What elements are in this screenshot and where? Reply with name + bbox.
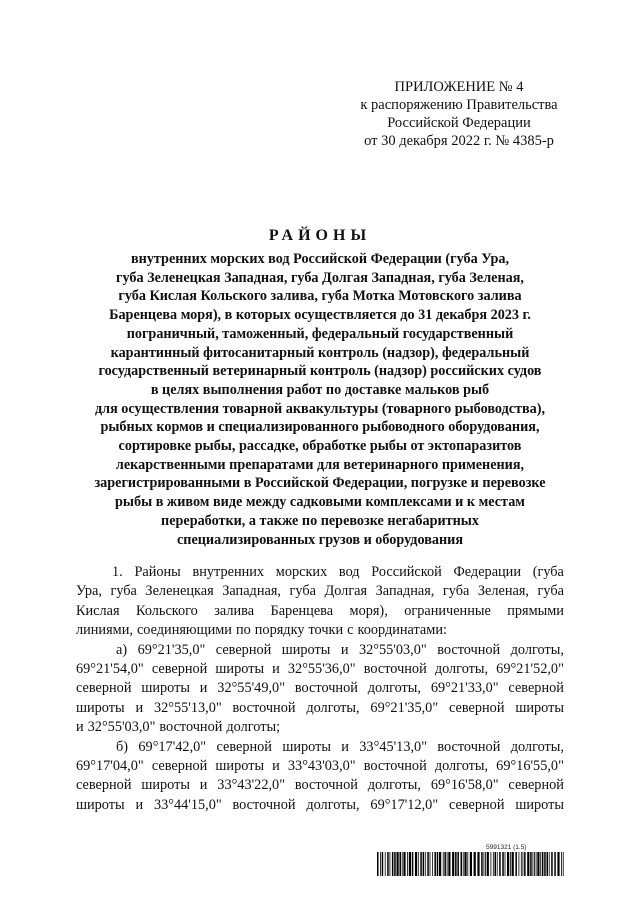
paragraph-line: широты и 33°44'15,0" восточной долготы, 69°17'12,0" северной широты — [76, 796, 564, 813]
document-subtitle — [0, 250, 640, 549]
paragraph-line: 69°21'54,0" северной широты и 32°55'36,0" восточной долготы, 69°21'52,0" — [76, 661, 564, 678]
document-header — [340, 78, 578, 150]
body-paragraph — [76, 641, 564, 738]
paragraph-line: Ура, губа Зеленецкая Западная, губа Долгая Западная, губа Зеленая, губа — [76, 583, 564, 600]
body-paragraph — [76, 563, 564, 641]
subtitle-line: губа Зеленецкая Западная, губа Долгая Западная, губа Зеленая, — [116, 269, 524, 286]
subtitle-line: в целях выполнения работ по доставке мальков рыб — [150, 381, 490, 398]
subtitle-line: пограничный, таможенный, федеральный государственный — [126, 325, 514, 342]
subtitle-line: для осуществления товарной аквакультуры (товарного рыбоводства), — [94, 400, 546, 417]
subtitle-line: губа Кислая Кольского залива, губа Мотка Мотовского залива — [118, 288, 522, 305]
paragraph-line: Кислая Кольского залива Баренцева моря), ограниченные прямыми — [76, 602, 564, 619]
paragraph-line: северной широты и 33°43'22,0" восточной долготы, 69°16'58,0" северной — [76, 777, 564, 794]
paragraph-line: широты и 32°55'13,0" восточной долготы, 69°21'35,0" северной широты — [76, 699, 564, 716]
barcode-label: 5991321 (1.5) — [486, 844, 527, 851]
subtitle-line: внутренних морских вод Российской Федерации (губа Ура, — [130, 251, 509, 267]
document-title: РАЙОНЫ — [268, 227, 372, 244]
paragraph-line: а) 69°21'35,0" северной широты и 32°55'03,0" восточной долготы, — [116, 641, 564, 658]
subtitle-line: специализированных грузов и оборудования — [176, 531, 464, 548]
barcode-icon — [377, 852, 565, 876]
subtitle-line: рыбных кормов и специализированного рыбоводного оборудования, — [100, 419, 540, 436]
paragraph-line: б) 69°17'42,0" северной широты и 33°45'13,0" восточной долготы, — [116, 738, 564, 755]
paragraph-line: северной широты и 32°55'49,0" восточной долготы, 69°21'33,0" северной — [76, 680, 564, 697]
paragraph-line: 69°17'04,0" северной широты и 33°43'03,0" восточной долготы, 69°16'55,0" — [76, 758, 564, 775]
subtitle-line: государственный ветеринарный контроль (надзор) российских судов — [98, 363, 542, 380]
paragraph-line: и 32°55'03,0" восточной долготы; — [76, 719, 281, 736]
subtitle-line: карантинный фитосанитарный контроль (надзор), федеральный — [110, 344, 530, 361]
document-body — [76, 563, 564, 815]
body-paragraph — [76, 738, 564, 816]
paragraph-line: линиями, соединяющими по порядку точки с координатами: — [76, 622, 447, 639]
subtitle-line: зарегистрированными в Российской Федерации, погрузке и перевозке — [94, 475, 546, 492]
header-line-3: от 30 декабря 2022 г. № 4385-р — [364, 133, 554, 149]
subtitle-line: сортировке рыбы, рассадке, обработке рыбы от эктопаразитов — [118, 438, 522, 455]
subtitle-line: лекарственными препаратами для ветеринарного применения, — [115, 456, 525, 473]
appendix-number: ПРИЛОЖЕНИЕ № 4 — [394, 79, 524, 95]
header-line-2: Российской Федерации — [387, 115, 531, 131]
header-line-1: к распоряжению Правительства — [360, 97, 558, 113]
subtitle-line: переработки, а также по перевозке негабаритных — [161, 512, 479, 529]
subtitle-line: рыбы в живом виде между садковыми комплексами и к местам — [115, 494, 525, 511]
subtitle-line: Баренцева моря), в которых осуществляется до 31 декабря 2023 г. — [109, 307, 531, 324]
paragraph-line: 1. Районы внутренних морских вод Российской Федерации (губа — [112, 564, 564, 580]
